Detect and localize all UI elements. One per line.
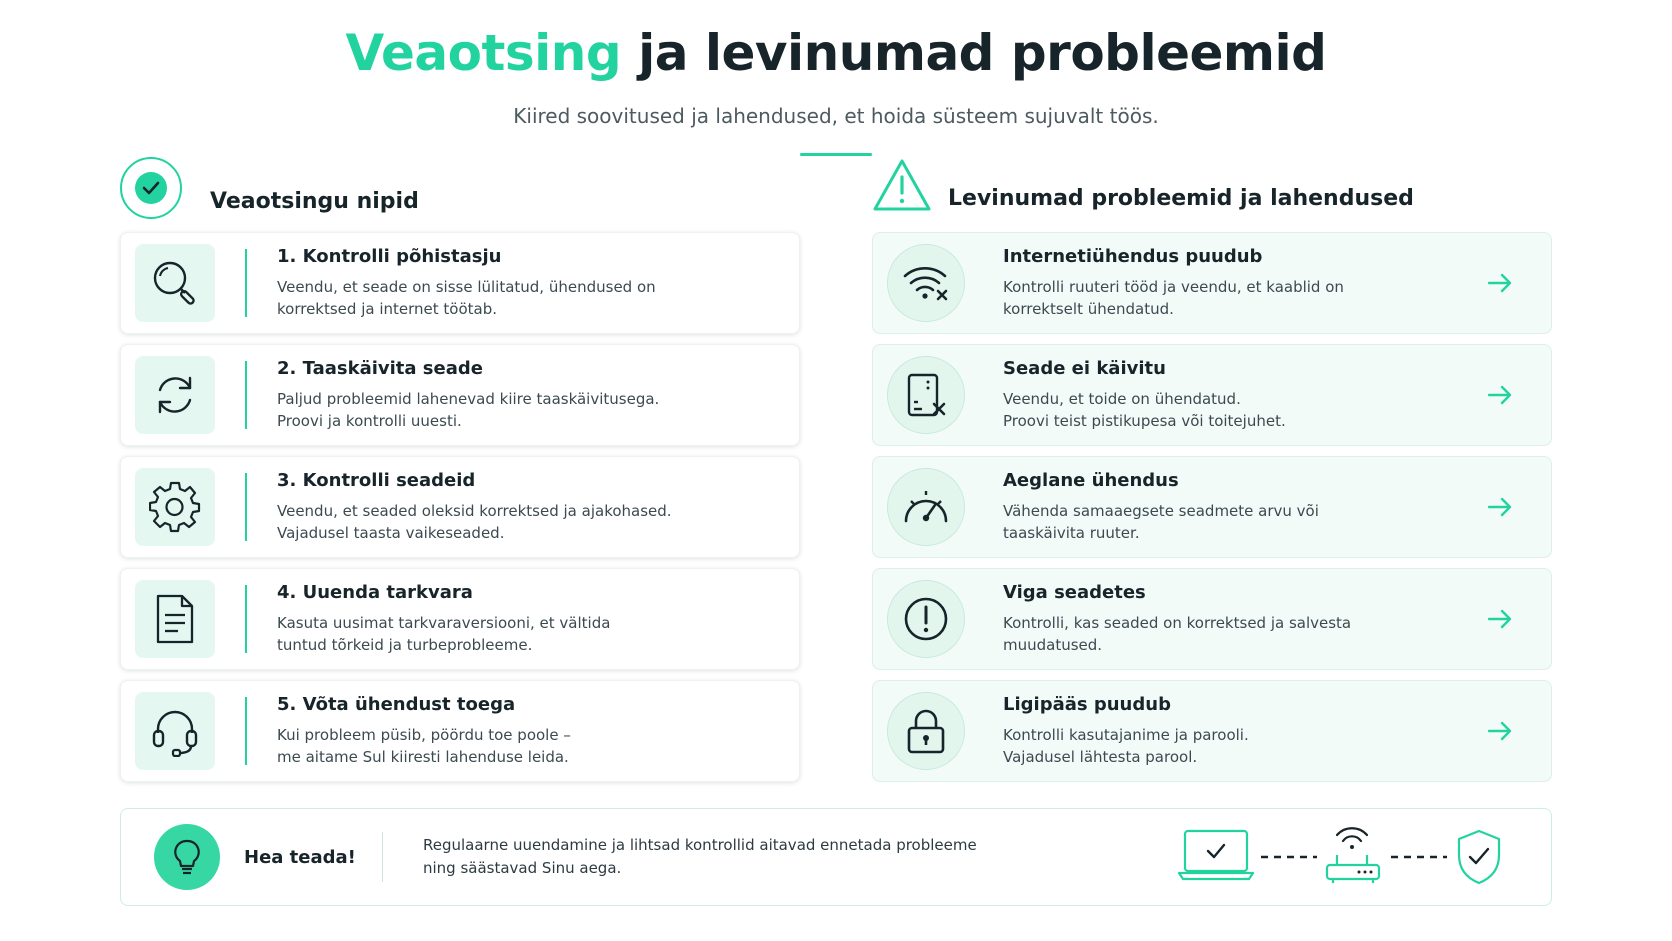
router-icon <box>1327 828 1379 883</box>
tip-desc: Veendu, et seaded oleksid korrektsed ja ajakohased. Vajadusel taasta vaikeseaded. <box>277 502 672 542</box>
problem-desc: Kontrolli ruuteri tööd ja veendu, et kaablid on korrektselt ühendatud. <box>1003 278 1344 318</box>
tips-list <box>120 232 800 792</box>
alert-circle-icon <box>903 596 949 642</box>
tip-divider <box>245 585 247 653</box>
arrow-right-icon[interactable] <box>1487 383 1513 407</box>
tip-card-5[interactable] <box>120 680 800 782</box>
refresh-icon <box>150 370 200 420</box>
speedometer-icon <box>901 487 951 527</box>
problems-list <box>872 232 1552 792</box>
tip-divider <box>245 361 247 429</box>
tip-card-4[interactable] <box>120 568 800 670</box>
tip-divider <box>245 697 247 765</box>
tip-card-2[interactable] <box>120 344 800 446</box>
magnifier-icon <box>149 257 201 309</box>
problem-card-1[interactable] <box>872 232 1552 334</box>
problem-title: Aeglane ühendus <box>1003 470 1179 491</box>
tip-desc: Kasuta uusimat tarkvaraversiooni, et vältida tuntud tõrkeid ja turbeprobleeme. <box>277 614 611 654</box>
good-to-know-text: Regulaarne uuendamine ja lihtsad kontrollid aitavad ennetada probleeme ning säästavad Sinu aega. <box>423 836 977 877</box>
problem-icon-circle <box>887 356 965 434</box>
tips-heading-label: Veaotsingu nipid <box>210 188 419 214</box>
tip-icon-tile <box>135 580 215 658</box>
title-accent: Veaotsing <box>345 24 622 82</box>
tip-title: 4. Uuenda tarkvara <box>277 582 473 603</box>
laptop-check-icon <box>1179 831 1253 879</box>
tip-icon-tile <box>135 356 215 434</box>
problem-desc: Kontrolli kasutajanime ja parooli. Vajadusel lähtesta parool. <box>1003 726 1249 766</box>
problem-card-3[interactable] <box>872 456 1552 558</box>
problem-desc: Vähenda samaaegsete seadmete arvu või taaskäivita ruuter. <box>1003 502 1319 542</box>
title-divider <box>800 153 872 156</box>
tip-divider <box>245 473 247 541</box>
problem-desc: Kontrolli, kas seaded on korrektsed ja salvesta muudatused. <box>1003 614 1352 654</box>
arrow-right-icon[interactable] <box>1487 271 1513 295</box>
shield-check-icon <box>1459 831 1499 883</box>
warning-triangle-icon <box>872 157 932 213</box>
arrow-right-icon[interactable] <box>1487 719 1513 743</box>
tip-title: 3. Kontrolli seadeid <box>277 470 476 491</box>
arrow-right-icon[interactable] <box>1487 607 1513 631</box>
tip-desc: Kui probleem püsib, pöördu toe poole – me aitame Sul kiiresti lahenduse leida. <box>277 726 571 766</box>
page-subtitle: Kiired soovitused ja lahendused, et hoida süsteem sujuvalt töös. <box>513 104 1159 128</box>
problem-title: Viga seadetes <box>1003 582 1146 603</box>
problem-icon-circle <box>887 692 965 770</box>
tip-desc: Paljud probleemid lahenevad kiire taaskäivitusega. Proovi ja kontrolli uuesti. <box>277 390 660 430</box>
problems-heading <box>872 157 1414 213</box>
problem-icon-circle <box>887 580 965 658</box>
problem-card-4[interactable] <box>872 568 1552 670</box>
tip-title: 1. Kontrolli põhistasju <box>277 246 502 267</box>
tip-icon-tile <box>135 244 215 322</box>
problem-title: Seade ei käivitu <box>1003 358 1166 379</box>
title-rest: ja levinumad probleemid <box>621 24 1327 82</box>
tips-heading <box>120 157 419 219</box>
problem-card-2[interactable] <box>872 344 1552 446</box>
good-to-know-banner <box>120 808 1552 906</box>
problem-title: Internetiühendus puudub <box>1003 246 1263 267</box>
problem-icon-circle <box>887 244 965 322</box>
tip-icon-tile <box>135 468 215 546</box>
problem-title: Ligipääs puudub <box>1003 694 1171 715</box>
headset-icon <box>149 705 201 757</box>
document-icon <box>152 593 198 645</box>
banner-divider <box>382 832 383 882</box>
tip-card-1[interactable] <box>120 232 800 334</box>
problem-icon-circle <box>887 468 965 546</box>
wifi-off-icon <box>902 263 950 303</box>
tip-card-3[interactable] <box>120 456 800 558</box>
tip-desc: Veendu, et seade on sisse lülitatud, ühendused on korrektsed ja internet töötab. <box>277 278 656 318</box>
page-title <box>0 24 1672 82</box>
tip-title: 2. Taaskäivita seade <box>277 358 483 379</box>
tip-divider <box>245 249 247 317</box>
tip-icon-tile <box>135 692 215 770</box>
network-illustration <box>1177 821 1507 893</box>
good-to-know-title: Hea teada! <box>244 846 356 868</box>
gear-icon <box>149 481 201 533</box>
lock-icon <box>905 707 947 755</box>
lightbulb-icon <box>154 824 220 890</box>
problem-card-5[interactable] <box>872 680 1552 782</box>
problem-desc: Veendu, et toide on ühendatud. Proovi teist pistikupesa või toitejuhet. <box>1003 390 1286 430</box>
arrow-right-icon[interactable] <box>1487 495 1513 519</box>
check-circle-icon <box>120 157 182 219</box>
tip-title: 5. Võta ühendust toega <box>277 694 516 715</box>
device-error-icon <box>904 372 948 418</box>
problems-heading-label: Levinumad probleemid ja lahendused <box>948 185 1414 211</box>
